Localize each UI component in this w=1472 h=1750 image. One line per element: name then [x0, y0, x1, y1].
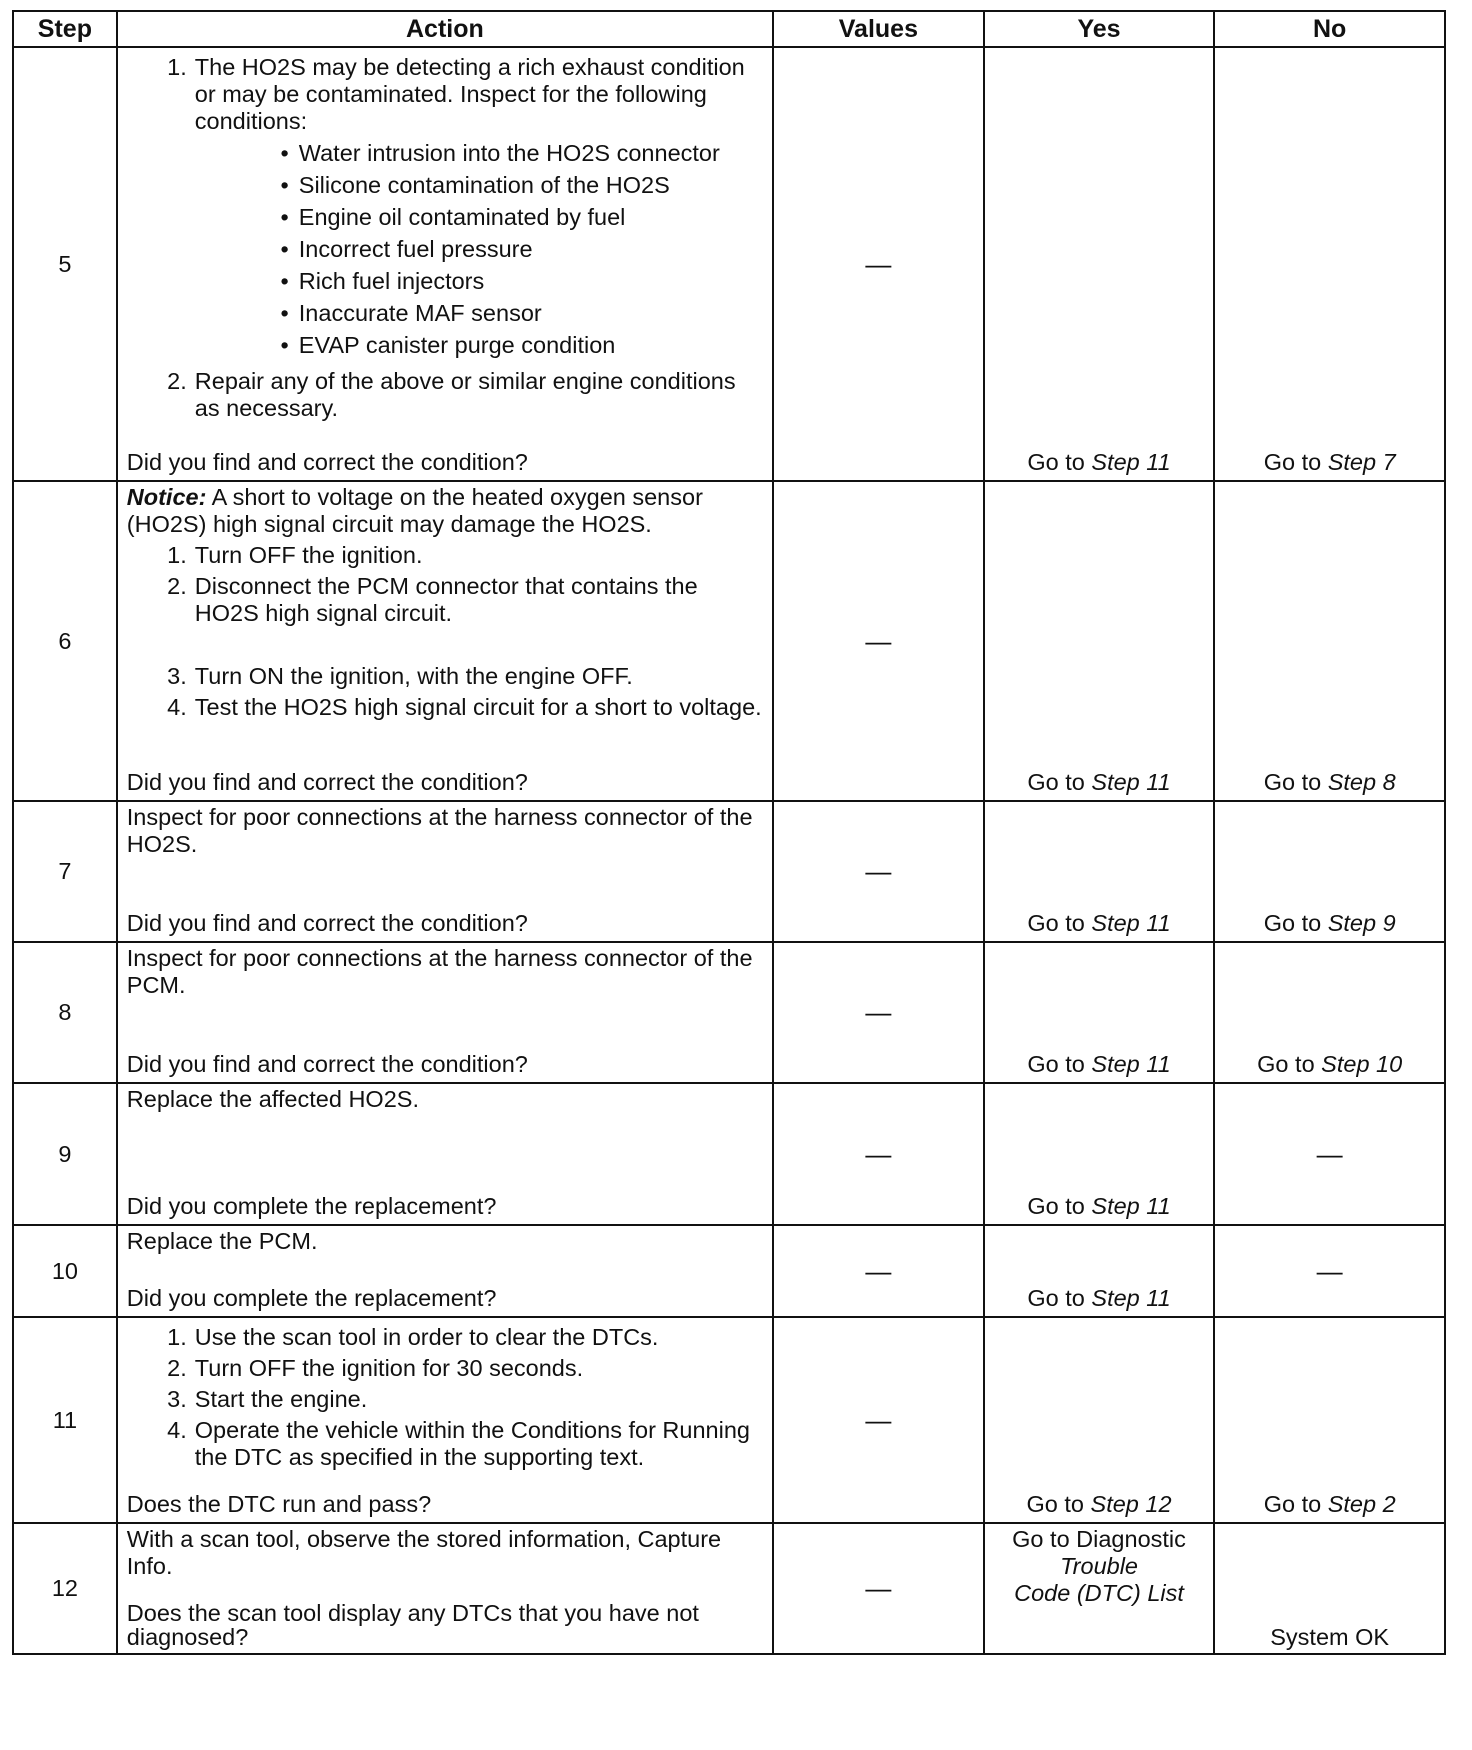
- no-cell: Go to Step 7: [1214, 47, 1445, 481]
- yes-link[interactable]: Step 11: [1091, 1051, 1171, 1077]
- action-cell: [117, 1225, 773, 1317]
- no-cell: —: [1214, 1083, 1445, 1225]
- table-row: [13, 942, 1445, 1083]
- no-cell: Go to Step 10: [1214, 942, 1445, 1083]
- list-item: 2. Repair any of the above or similar engine conditions as necessary.: [127, 368, 764, 422]
- yes-link[interactable]: Step 11: [1091, 1285, 1171, 1311]
- list-item: 3. Turn ON the ignition, with the engine OFF.: [167, 663, 633, 689]
- table-row: [13, 481, 1445, 801]
- question-text: Did you complete the replacement?: [126, 1285, 497, 1311]
- yes-link[interactable]: Step 11: [1091, 910, 1171, 936]
- no-cell: —: [1214, 1225, 1445, 1317]
- header-step: Step: [13, 11, 117, 47]
- question-text: Does the scan tool display any DTCs that you have not diagnosed?: [126, 1600, 699, 1650]
- table-row: [13, 1523, 1445, 1654]
- action-steps: [127, 538, 764, 725]
- step-number: 6: [13, 481, 117, 801]
- yes-link[interactable]: Step 11: [1091, 449, 1171, 475]
- notice-label: Notice:: [126, 484, 207, 510]
- bullet-icon: •: [280, 204, 289, 230]
- table-row: [13, 1317, 1445, 1523]
- list-item: • Water intrusion into the HO2S connector: [195, 140, 764, 167]
- yes-link[interactable]: Step 11: [1091, 1193, 1171, 1219]
- bullet-icon: •: [280, 236, 289, 262]
- notice-text: A short to voltage on the heated oxygen sensor (HO2S) high signal circuit may damage the HO2S.: [126, 484, 703, 537]
- yes-cell: Go to Step 11: [984, 47, 1215, 481]
- yes-cell: Go to Step 11: [984, 942, 1215, 1083]
- step-number: 9: [13, 1083, 117, 1225]
- table-row: [13, 47, 1445, 481]
- action-cell: [117, 942, 773, 1083]
- action-steps: [127, 1320, 764, 1475]
- dtc-list-link-line3[interactable]: Code (DTC) List: [1014, 1580, 1184, 1606]
- action-cell: [117, 1083, 773, 1225]
- dtc-list-link-line2[interactable]: Trouble: [1060, 1553, 1138, 1579]
- step-number: 10: [13, 1225, 117, 1317]
- action-cell: [117, 481, 773, 801]
- list-item: • Engine oil contaminated by fuel: [195, 204, 764, 231]
- diagnostic-table-page: [12, 10, 1446, 1655]
- header-yes: Yes: [984, 11, 1215, 47]
- list-item: • Silicone contamination of the HO2S: [195, 172, 764, 199]
- list-item: 4. Operate the vehicle within the Conditions for Running the DTC as specified in the supporting text.: [167, 1417, 750, 1470]
- dtc-list-link[interactable]: Diagnostic: [1076, 1526, 1186, 1552]
- condition-list: [195, 140, 764, 359]
- values-cell: —: [773, 1225, 984, 1317]
- values-cell: —: [773, 801, 984, 942]
- action-text: Replace the affected HO2S.: [126, 1086, 419, 1112]
- list-item: • Incorrect fuel pressure: [195, 236, 764, 263]
- action-text: Replace the PCM.: [126, 1228, 318, 1254]
- table-row: [13, 1083, 1445, 1225]
- list-item: 2. Disconnect the PCM connector that contains the HO2S high signal circuit.: [167, 573, 698, 626]
- diagnostic-table: [12, 10, 1446, 1655]
- question-text: Did you find and correct the condition?: [126, 910, 528, 936]
- no-cell: System OK: [1214, 1523, 1445, 1654]
- header-no: No: [1214, 11, 1445, 47]
- list-item: 3. Start the engine.: [167, 1386, 368, 1412]
- no-link[interactable]: Step 9: [1327, 910, 1396, 936]
- values-cell: —: [773, 47, 984, 481]
- step-number: 5: [13, 47, 117, 481]
- list-item: 1. Turn OFF the ignition.: [167, 542, 423, 568]
- header-row: [13, 11, 1445, 47]
- step-number: 12: [13, 1523, 117, 1654]
- action-cell: [117, 801, 773, 942]
- list-item: • EVAP canister purge condition: [195, 332, 764, 359]
- list-item: • Inaccurate MAF sensor: [195, 300, 764, 327]
- no-link[interactable]: Step 8: [1327, 769, 1396, 795]
- yes-cell: Go to Step 11: [984, 1225, 1215, 1317]
- question-text: Did you complete the replacement?: [126, 1193, 497, 1219]
- action-steps: [127, 50, 764, 426]
- no-link[interactable]: Step 10: [1321, 1051, 1403, 1077]
- bullet-icon: •: [280, 140, 289, 166]
- values-cell: —: [773, 1523, 984, 1654]
- list-item: 2. Turn OFF the ignition for 30 seconds.: [167, 1355, 584, 1381]
- yes-link[interactable]: Step 12: [1090, 1491, 1172, 1517]
- bullet-icon: •: [280, 300, 289, 326]
- no-link[interactable]: Step 2: [1327, 1491, 1396, 1517]
- notice: [127, 484, 764, 538]
- action-text: Inspect for poor connections at the harness connector of the HO2S.: [126, 804, 753, 857]
- bullet-icon: •: [280, 172, 289, 198]
- yes-cell: Go to Step 11: [984, 801, 1215, 942]
- bullet-icon: •: [280, 268, 289, 294]
- no-cell: Go to Step 8: [1214, 481, 1445, 801]
- list-item: 1. The HO2S may be detecting a rich exhaust condition or may be contaminated. Inspect for the following conditions: • Water intrusion into the HO2S connector • Silicone contamination of the HO2S • Engine oil contaminated by fuel • Incorrect fuel pressure • Rich fuel injectors • Inaccurate MAF sensor • EVAP canister purge condition: [127, 54, 764, 364]
- values-cell: —: [773, 1317, 984, 1523]
- values-cell: —: [773, 942, 984, 1083]
- bullet-icon: •: [280, 332, 289, 358]
- step-text: Repair any of the above or similar engine conditions as necessary.: [194, 368, 736, 421]
- step-text: The HO2S may be detecting a rich exhaust condition or may be contaminated. Inspect for the following conditions:: [194, 54, 745, 134]
- list-item: 1. Use the scan tool in order to clear the DTCs.: [167, 1324, 659, 1350]
- values-cell: —: [773, 481, 984, 801]
- table-row: [13, 1225, 1445, 1317]
- no-cell: Go to Step 9: [1214, 801, 1445, 942]
- question-text: Did you find and correct the condition?: [126, 1051, 528, 1077]
- question-text: Did you find and correct the condition?: [126, 769, 528, 795]
- table-row: [13, 801, 1445, 942]
- step-number: 11: [13, 1317, 117, 1523]
- yes-cell: Go to Step 11: [984, 1083, 1215, 1225]
- action-text: With a scan tool, observe the stored information, Capture Info.: [126, 1526, 722, 1579]
- values-cell: —: [773, 1083, 984, 1225]
- no-link[interactable]: Step 7: [1327, 449, 1396, 475]
- action-cell: [117, 1523, 773, 1654]
- yes-cell: Go to Step 12: [984, 1317, 1215, 1523]
- header-action: Action: [117, 11, 773, 47]
- yes-cell: Go to Step 11: [984, 481, 1215, 801]
- list-item: 4. Test the HO2S high signal circuit for a short to voltage.: [167, 694, 762, 720]
- step-number: 7: [13, 801, 117, 942]
- list-item: • Rich fuel injectors: [195, 268, 764, 295]
- question-text: Does the DTC run and pass?: [126, 1491, 432, 1517]
- step-number: 8: [13, 942, 117, 1083]
- action-cell: [117, 1317, 773, 1523]
- question-text: Did you find and correct the condition?: [126, 449, 528, 475]
- no-cell: Go to Step 2: [1214, 1317, 1445, 1523]
- yes-cell: Go to Diagnostic Trouble Code (DTC) List: [984, 1523, 1215, 1654]
- action-text: Inspect for poor connections at the harness connector of the PCM.: [126, 945, 753, 998]
- action-cell: [117, 47, 773, 481]
- yes-link[interactable]: Step 11: [1091, 769, 1171, 795]
- header-values: Values: [773, 11, 984, 47]
